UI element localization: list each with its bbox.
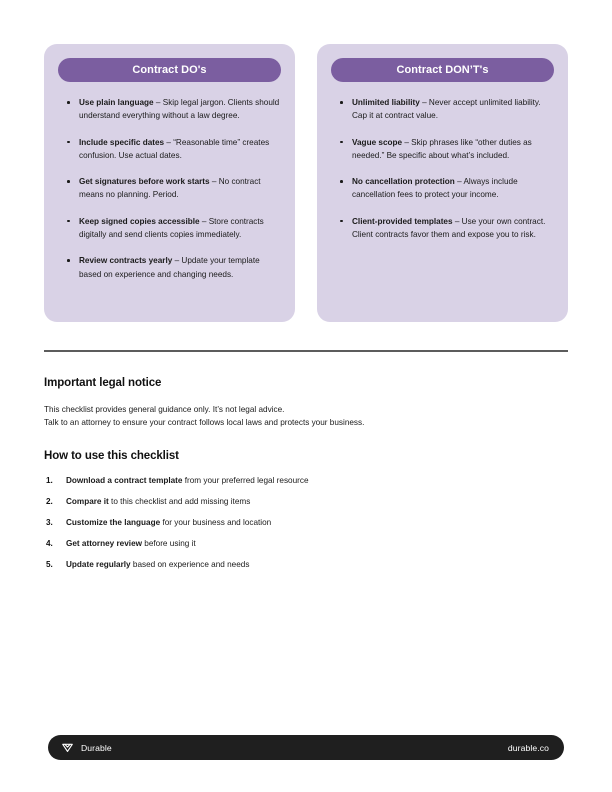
- cards-row: [44, 44, 568, 322]
- footer-bar: [48, 735, 564, 760]
- contract-donts-list: [331, 96, 554, 241]
- step-text: based on experience and needs: [130, 560, 250, 570]
- bullet-icon: [67, 101, 70, 104]
- list-item: [331, 215, 554, 242]
- list-item: [44, 475, 568, 486]
- list-item: [331, 175, 554, 202]
- list-item-text: – Update your template based on experience and changing needs.: [79, 256, 260, 279]
- list-item-text: – “Reasonable time” creates confusion. Use actual dates.: [79, 137, 270, 160]
- bullet-icon: [340, 220, 343, 223]
- legal-notice-line-1: This checklist provides general guidance only. It’s not legal advice.: [44, 405, 285, 414]
- list-item: [58, 96, 281, 123]
- list-item-text: – Skip phrases like “other duties as needed.” Be specific about what’s included.: [352, 137, 532, 160]
- list-item: [58, 254, 281, 281]
- list-item: [44, 496, 568, 507]
- list-item-text: – Store contracts digitally and send clients copies immediately.: [79, 216, 264, 239]
- section-divider: [44, 350, 568, 352]
- step-number: 1.: [46, 476, 53, 485]
- list-item-text: – Never accept unlimited liability. Cap it at contract value.: [352, 98, 541, 121]
- list-item-term: Unlimited liability: [352, 98, 420, 107]
- how-to-use-section: [44, 450, 568, 571]
- list-item: [44, 559, 568, 570]
- list-item-term: Get signatures before work starts: [79, 177, 210, 187]
- list-item: [44, 517, 568, 528]
- list-item-term: Include specific dates: [79, 137, 165, 147]
- list-item-term: No cancellation protection: [352, 177, 455, 187]
- list-item-text: – Always include cancellation fees to protect your income.: [352, 177, 518, 200]
- contract-donts-card-header: [331, 58, 554, 82]
- footer-brand-name: Durable: [81, 742, 112, 753]
- list-item-term: Use plain language: [79, 98, 154, 107]
- contract-donts-card: [317, 44, 568, 322]
- bullet-icon: [67, 220, 70, 223]
- list-item: [58, 215, 281, 242]
- footer-branding: [61, 741, 112, 754]
- list-item: [58, 175, 281, 202]
- contract-dos-card: [44, 44, 295, 322]
- bullet-icon: [67, 180, 70, 183]
- step-term: Get attorney review: [66, 539, 142, 549]
- legal-notice-title: Important legal notice: [44, 377, 162, 389]
- gem-icon: [61, 741, 74, 754]
- contract-dos-card-header: [58, 58, 281, 82]
- step-number: 5.: [46, 560, 53, 570]
- bullet-icon: [340, 180, 343, 183]
- list-item-term: Review contracts yearly: [79, 256, 173, 266]
- list-item-text: – No contract means no planning. Period.: [79, 177, 261, 200]
- step-number: 4.: [46, 539, 53, 549]
- step-text: for your business and location: [160, 518, 272, 528]
- list-item: [58, 136, 281, 163]
- contract-dos-list: [58, 96, 281, 281]
- legal-notice-body: [44, 403, 568, 430]
- how-to-use-title: How to use this checklist: [44, 450, 179, 462]
- step-number: 2.: [46, 497, 53, 507]
- bullet-icon: [340, 101, 343, 104]
- list-item: [44, 538, 568, 549]
- footer-url[interactable]: durable.co: [507, 742, 549, 753]
- legal-notice-line-2: Talk to an attorney to ensure your contract follows local laws and protects your business.: [44, 418, 365, 428]
- legal-notice-section: [44, 377, 568, 430]
- step-term: Compare it: [66, 497, 109, 507]
- bullet-icon: [340, 141, 343, 144]
- list-item-term: Client-provided templates: [352, 216, 453, 226]
- step-term: Download a contract template: [66, 476, 183, 485]
- step-term: Customize the language: [66, 518, 161, 528]
- step-text: from your preferred legal resource: [182, 476, 309, 485]
- list-item: [331, 96, 554, 123]
- step-term: Update regularly: [66, 560, 131, 570]
- bullet-icon: [67, 259, 70, 262]
- how-to-use-steps: [44, 475, 568, 571]
- list-item-term: Keep signed copies accessible: [79, 216, 200, 226]
- bullet-icon: [67, 141, 70, 144]
- list-item-term: Vague scope: [352, 137, 403, 147]
- contract-dos-card-title: Contract DO's: [132, 63, 207, 76]
- contract-donts-card-title: Contract DON’T's: [396, 63, 489, 76]
- step-text: to this checklist and add missing items: [108, 497, 251, 507]
- step-text: before using it: [142, 539, 196, 549]
- list-item-text: – Use your own contract. Client contracts favor them and expose you to risk.: [352, 216, 546, 239]
- step-number: 3.: [46, 518, 53, 528]
- list-item-text: – Skip legal jargon. Clients should understand everything without a law degree.: [79, 98, 280, 121]
- list-item: [331, 136, 554, 163]
